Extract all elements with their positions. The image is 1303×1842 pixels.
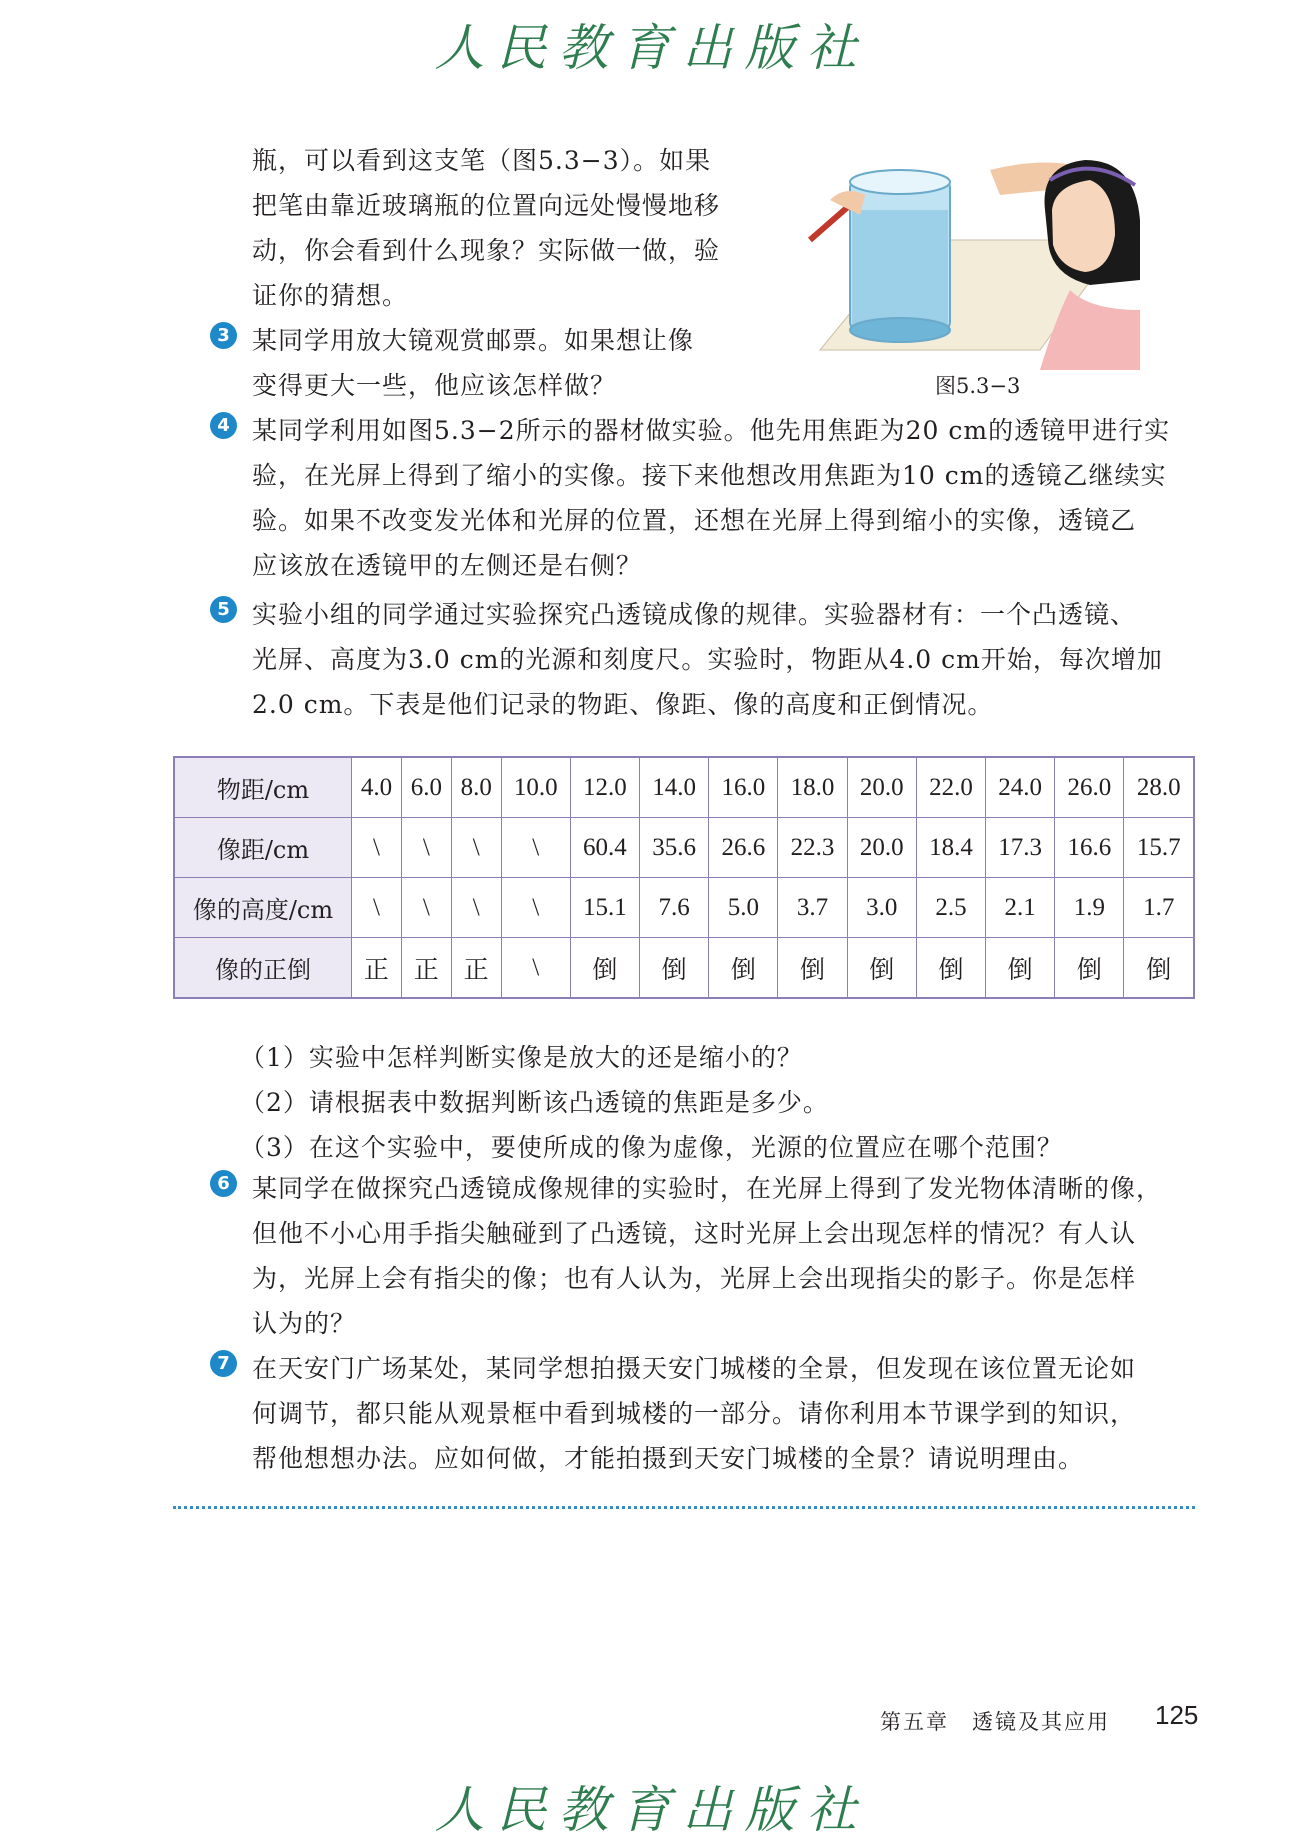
table-cell: 17.3	[986, 818, 1055, 878]
table-cell: \	[401, 818, 451, 878]
table-cell: 7.6	[640, 878, 709, 938]
table-cell: 2.5	[916, 878, 985, 938]
question-number-badge: 7	[210, 1350, 237, 1377]
publisher-logo-top: 人民教育出版社	[434, 19, 869, 77]
table-cell: 18.4	[916, 818, 985, 878]
text-line: 变得更大一些，他应该怎样做？	[252, 371, 617, 400]
table-cell: 倒	[986, 938, 1055, 999]
table-cell: 12.0	[570, 757, 639, 818]
table-cell: 倒	[709, 938, 778, 999]
table-row	[174, 818, 1194, 878]
table-cell: 16.0	[709, 757, 778, 818]
figure-caption: 图5.3−3	[935, 374, 1021, 398]
text-line: 帮他想想办法。应如何做，才能拍摄到天安门城楼的全景？请说明理由。	[252, 1444, 1085, 1473]
table-cell: 倒	[1124, 938, 1194, 999]
table-cell: \	[501, 878, 570, 938]
table-cell: 倒	[847, 938, 916, 999]
section-divider	[173, 1506, 1195, 1509]
question-number-badge: 6	[210, 1170, 237, 1197]
q2-continuation	[252, 138, 732, 318]
text-line: 某同学利用如图5.3−2所示的器材做实验。他先用焦距为20 cm的透镜甲进行实	[252, 416, 1171, 445]
table-cell: \	[352, 818, 402, 878]
question-3	[252, 318, 732, 408]
lens-data-table	[173, 756, 1195, 999]
figure-pen-behind-jar	[790, 150, 1150, 370]
text-line: 2.0 cm。下表是他们记录的物距、像距、像的高度和正倒情况。	[252, 690, 994, 719]
question-5-subquestions	[240, 1035, 1190, 1170]
question-4	[252, 408, 1202, 588]
table-cell: \	[501, 938, 570, 999]
text-line: 为，光屏上会有指尖的像；也有人认为，光屏上会出现指尖的影子。你是怎样	[252, 1264, 1137, 1293]
table-cell: 5.0	[709, 878, 778, 938]
question-5	[252, 592, 1202, 727]
text-line: 某同学用放大镜观赏邮票。如果想让像	[252, 326, 695, 355]
table-cell: 倒	[1055, 938, 1124, 999]
table-cell: 60.4	[570, 818, 639, 878]
table-cell: 1.7	[1124, 878, 1194, 938]
table-cell: 22.3	[778, 818, 847, 878]
text-line: 何调节，都只能从观景框中看到城楼的一部分。请你利用本节课学到的知识，	[252, 1399, 1137, 1428]
table-cell: 35.6	[640, 818, 709, 878]
table-cell: 3.7	[778, 878, 847, 938]
question-6	[252, 1166, 1202, 1346]
text-line: 应该放在透镜甲的左侧还是右侧？	[252, 551, 643, 580]
table-cell: 倒	[640, 938, 709, 999]
table-cell: 14.0	[640, 757, 709, 818]
text-line: 把笔由靠近玻璃瓶的位置向远处慢慢地移	[252, 191, 721, 220]
table-cell: 10.0	[501, 757, 570, 818]
text-line: 动，你会看到什么现象？实际做一做，验	[252, 236, 721, 265]
table-cell: 16.6	[1055, 818, 1124, 878]
table-cell: 28.0	[1124, 757, 1194, 818]
subquestion: （3）在这个实验中，要使所成的像为虚像，光源的位置应在哪个范围？	[240, 1133, 1063, 1162]
question-number-badge: 3	[210, 322, 237, 349]
subquestion: （1）实验中怎样判断实像是放大的还是缩小的？	[240, 1043, 803, 1072]
table-cell: 倒	[916, 938, 985, 999]
question-7	[252, 1346, 1202, 1481]
text-line: 验，在光屏上得到了缩小的实像。接下来他想改用焦距为10 cm的透镜乙继续实	[252, 461, 1167, 490]
table-cell: 正	[401, 938, 451, 999]
table-cell: 24.0	[986, 757, 1055, 818]
table-row-header: 像的正倒	[174, 938, 352, 999]
subquestion: （2）请根据表中数据判断该凸透镜的焦距是多少。	[240, 1088, 829, 1117]
table-cell: \	[451, 818, 501, 878]
table-cell: 正	[451, 938, 501, 999]
table-cell: 正	[352, 938, 402, 999]
table-cell: 3.0	[847, 878, 916, 938]
table-cell: \	[451, 878, 501, 938]
table-row	[174, 757, 1194, 818]
table-cell: 倒	[570, 938, 639, 999]
text-line: 瓶，可以看到这支笔（图5.3−3）。如果	[252, 146, 712, 175]
table-cell: 1.9	[1055, 878, 1124, 938]
table-cell: 18.0	[778, 757, 847, 818]
table-row-header: 像的高度/cm	[174, 878, 352, 938]
table-cell: \	[501, 818, 570, 878]
table-cell: \	[401, 878, 451, 938]
table-cell: 22.0	[916, 757, 985, 818]
text-line: 证你的猜想。	[252, 281, 409, 310]
table-cell: 6.0	[401, 757, 451, 818]
chapter-footer: 第五章 透镜及其应用	[880, 1710, 1110, 1734]
text-line: 某同学在做探究凸透镜成像规律的实验时，在光屏上得到了发光物体清晰的像，	[252, 1174, 1163, 1203]
table-cell: \	[352, 878, 402, 938]
table-cell: 4.0	[352, 757, 402, 818]
question-number-badge: 5	[210, 596, 237, 623]
text-line: 认为的？	[252, 1309, 357, 1338]
table-cell: 15.1	[570, 878, 639, 938]
table-cell: 15.7	[1124, 818, 1194, 878]
publisher-logo-bottom: 人民教育出版社	[434, 1781, 869, 1839]
text-line: 验。如果不改变发光体和光屏的位置，还想在光屏上得到缩小的实像，透镜乙	[252, 506, 1137, 535]
table-cell: 2.1	[986, 878, 1055, 938]
table-cell: 26.6	[709, 818, 778, 878]
text-line: 光屏、高度为3.0 cm的光源和刻度尺。实验时，物距从4.0 cm开始，每次增加	[252, 645, 1163, 674]
table-row-header: 物距/cm	[174, 757, 352, 818]
table-cell: 倒	[778, 938, 847, 999]
table-cell: 20.0	[847, 757, 916, 818]
text-line: 实验小组的同学通过实验探究凸透镜成像的规律。实验器材有：一个凸透镜、	[252, 600, 1137, 629]
question-number-badge: 4	[210, 412, 237, 439]
text-line: 但他不小心用手指尖触碰到了凸透镜，这时光屏上会出现怎样的情况？有人认	[252, 1219, 1137, 1248]
table-cell: 20.0	[847, 818, 916, 878]
table-cell: 26.0	[1055, 757, 1124, 818]
text-line: 在天安门广场某处，某同学想拍摄天安门城楼的全景，但发现在该位置无论如	[252, 1354, 1137, 1383]
table-cell: 8.0	[451, 757, 501, 818]
table-row	[174, 878, 1194, 938]
table-row-header: 像距/cm	[174, 818, 352, 878]
page-number: 125	[1155, 1700, 1199, 1730]
table-row	[174, 938, 1194, 999]
